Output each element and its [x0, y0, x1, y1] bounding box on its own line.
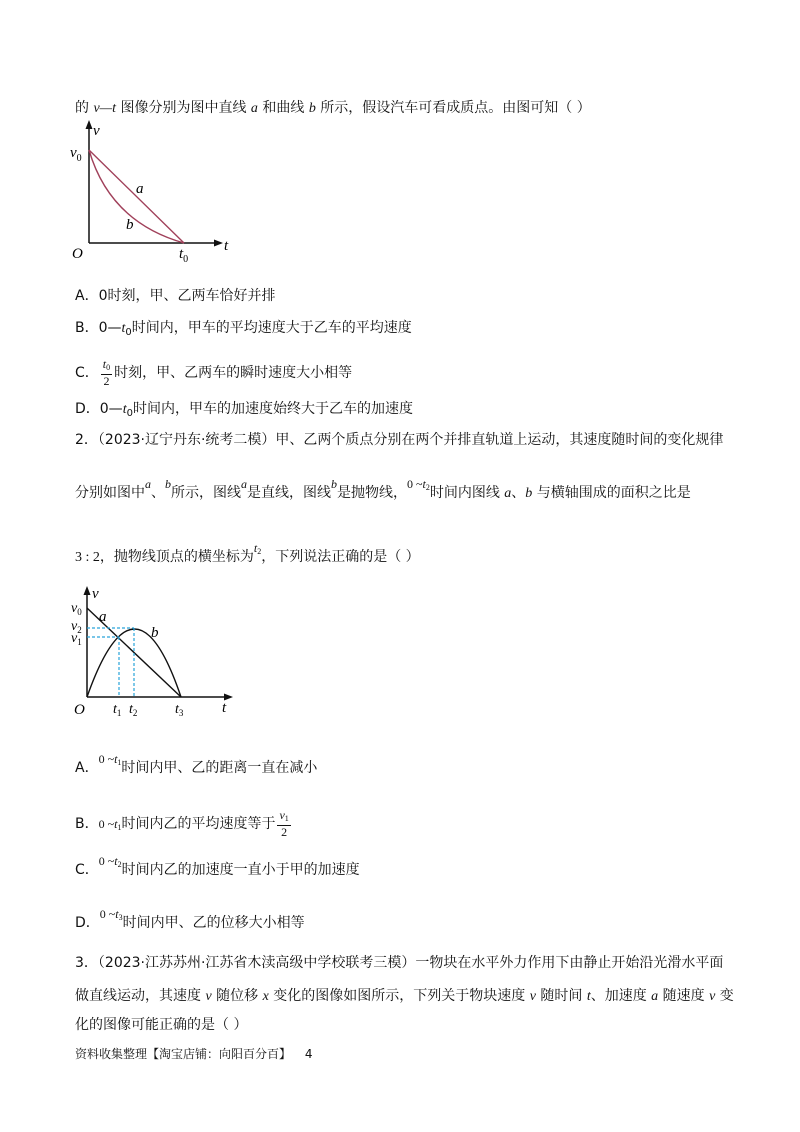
q2-l2-t6: 时间内图线: [429, 485, 505, 501]
q3-stem-line-3: [75, 1015, 247, 1035]
q1-b-prefix: B．0—: [75, 320, 122, 336]
q2-c-expr-pre: 0 ~: [98, 854, 115, 868]
q3-l2-v2: v: [529, 989, 536, 1004]
q2-l2-t3: 所示，图线: [171, 485, 241, 501]
q2-l2-t4: 是直线，图线: [247, 485, 331, 501]
q2-l2-b: b: [165, 477, 171, 491]
q1-d-prefix: D．0—: [75, 401, 123, 417]
q2-b-t: t: [114, 817, 118, 831]
q2-l2-expr: [407, 477, 430, 491]
page-number: 4: [304, 1047, 313, 1061]
q2-l2-t1: 分别如图中: [75, 485, 145, 501]
fig2-label-v1: $v_1$: [71, 631, 82, 647]
q2-d-sub: 3: [118, 913, 123, 922]
q2-d-prefix: D．: [75, 915, 100, 931]
q3-l2-t1: 做直线运动，其速度: [75, 988, 206, 1004]
q1-option-b: [75, 318, 412, 343]
q2-c-t: t: [114, 854, 118, 868]
q2-b-expr: [99, 817, 122, 831]
q3-l2-v3: v: [709, 989, 716, 1004]
intro-text-4: 所示，假设汽车可看成质点。由图可知（ ）: [315, 100, 591, 116]
q2-option-d: [75, 907, 305, 937]
q1-d-text: 时间内，甲车的加速度始终大于乙车的加速度: [132, 401, 413, 417]
q2-d-text: 时间内甲、乙的位移大小相等: [122, 915, 305, 931]
intro-text-1: 的: [75, 100, 94, 116]
fig1-y-arrow: [86, 120, 93, 129]
q2-l2-b3: b: [525, 486, 533, 501]
fig2-label-v2: $v_2$: [71, 619, 82, 635]
q2-l2-expr-pre: 0 ~: [407, 477, 423, 491]
fig1-label-a: a: [136, 181, 144, 197]
q2-a-expr: [99, 752, 122, 766]
q2-c-text: 时间内乙的加速度一直小于甲的加速度: [121, 862, 360, 878]
q2-b-sub: 1: [117, 823, 122, 832]
q2-c-expr: [99, 854, 122, 868]
q2-l2-t2: 、: [151, 485, 165, 501]
figure-2-vt-graph: [60, 578, 260, 720]
q3-l2-t2: 随位移: [211, 988, 263, 1004]
q1-c-den: 2: [103, 374, 110, 388]
q1-option-a: [75, 286, 275, 306]
q2-l2-a: a: [145, 477, 151, 491]
q2-b-prefix: B．: [75, 816, 99, 832]
q2-b-num-sub: 1: [284, 814, 289, 823]
intro-text-2: 图像分别为图中直线: [116, 100, 251, 116]
q2-ratio: 3 : 2: [75, 550, 100, 565]
q2-line1-text: 2．（2023·辽宁丹东·统考二模）甲、乙两个质点分别在两个并排直轨道上运动，其速度随时间的变化规律: [75, 432, 724, 448]
page-footer: [75, 1045, 312, 1062]
q2-l2-t7: 、: [511, 485, 526, 501]
q1-c-text: 时刻，甲、乙两车的瞬时速度大小相等: [114, 365, 353, 381]
q1-c-num-sub: 0: [106, 363, 111, 372]
q2-b-expr-pre: 0 ~: [98, 817, 115, 831]
q3-line3-text: 化的图像可能正确的是（ ）: [75, 1017, 248, 1033]
intro-vt: v—t: [93, 101, 117, 116]
q2-l3-sub: 2: [257, 547, 262, 556]
q2-d-t: t: [115, 907, 119, 921]
q2-l3-t3: ，下列说法正确的是（ ）: [261, 549, 420, 565]
q3-l2-x: x: [262, 989, 269, 1004]
q3-l2-v: v: [205, 989, 212, 1004]
intro-line: [75, 98, 591, 119]
fig2-label-t2: $t_2$: [129, 702, 138, 718]
q3-stem-line-2: [75, 986, 734, 1007]
q3-stem-line-1: [75, 953, 723, 973]
q2-b-text: 时间内乙的平均速度等于: [121, 816, 276, 832]
q2-a-t: t: [114, 752, 118, 766]
q2-c-sub: 2: [117, 860, 122, 869]
q2-option-a: [75, 752, 318, 782]
q2-stem-line-1: [75, 430, 723, 450]
q2-a-text: 时间内甲、乙的距离一直在减小: [121, 760, 318, 776]
q2-l2-expr-sub: 2: [425, 483, 430, 492]
q3-l2-a: a: [651, 989, 659, 1004]
q2-b-fraction: [277, 809, 290, 839]
q2-d-expr-pre: 0 ~: [99, 907, 116, 921]
q2-b-num: v: [279, 808, 285, 822]
fig1-label-b: b: [126, 217, 134, 233]
q2-l2-t8: 与横轴围成的面积之比是: [532, 485, 691, 501]
q1-b-text: 时间内，甲车的平均速度大于乙车的平均速度: [131, 320, 412, 336]
fig2-label-a: a: [99, 609, 107, 625]
q2-stem-line-2: [75, 477, 691, 507]
q2-l3-t2-expr: [254, 541, 261, 555]
intro-b: b: [308, 101, 316, 116]
fig1-label-origin: O: [72, 246, 83, 262]
q1-option-d: [75, 399, 413, 424]
fig2-label-v0: $v_0$: [71, 601, 82, 617]
q2-l2-b2: b: [331, 477, 337, 491]
fig1-label-t0: $t_0$: [179, 246, 189, 265]
footer-text: 资料收集整理【淘宝店铺：向阳百分百】: [75, 1047, 292, 1061]
q1-b-t: t: [121, 321, 126, 336]
q2-a-expr-pre: 0 ~: [98, 752, 115, 766]
q2-option-b: [75, 809, 293, 839]
fig1-label-v: v: [93, 123, 100, 139]
intro-a: a: [250, 101, 258, 116]
q3-l2-t: t: [586, 989, 591, 1004]
q1-d-t: t: [122, 402, 127, 417]
fig2-y-arrow: [84, 586, 91, 595]
q2-l3-t: t: [253, 541, 258, 555]
q1-option-a-text: A．0时刻，甲、乙两车恰好并排: [75, 288, 276, 304]
q1-b-sub: 0: [125, 327, 132, 338]
q2-l2-a3: a: [504, 486, 512, 501]
q1-c-num: t: [102, 357, 107, 371]
intro-text-3: 和曲线: [257, 100, 309, 116]
q2-l3-t1: ，抛物线顶点的横坐标为: [99, 549, 254, 565]
q1-d-sub: 0: [126, 408, 133, 419]
fig2-label-t: t: [222, 700, 227, 716]
q2-d-expr: [100, 907, 123, 921]
q1-c-prefix: C．: [75, 365, 99, 381]
q2-b-den: 2: [281, 825, 288, 839]
figure-1-vt-graph: [60, 118, 260, 268]
fig1-x-arrow: [214, 240, 223, 247]
q2-c-prefix: C．: [75, 862, 99, 878]
q2-l2-a2: a: [241, 477, 247, 491]
q2-l2-t5: 是抛物线，: [337, 485, 407, 501]
q2-l2-expr-t: t: [422, 477, 426, 491]
fig2-label-v: v: [92, 586, 99, 602]
q3-l2-t3: 变化的图像如图所示，下列关于物块速度: [268, 988, 530, 1004]
q2-a-prefix: A．: [75, 760, 99, 776]
q2-option-c: [75, 854, 360, 884]
q1-c-fraction: [101, 358, 112, 388]
fig1-label-t: t: [224, 238, 229, 254]
fig2-label-b: b: [151, 625, 159, 641]
q3-l2-t4: 随时间: [535, 988, 587, 1004]
q1-option-c: [75, 358, 352, 388]
q2-a-sub: 1: [117, 758, 122, 767]
fig2-label-t3: $t_3$: [175, 702, 184, 718]
q3-l2-t7: 变: [715, 988, 734, 1004]
fig2-label-origin: O: [74, 702, 85, 718]
q2-stem-line-3: [75, 541, 420, 571]
q3-l2-t5: 、加速度: [590, 988, 652, 1004]
q3-l2-t6: 随速度: [658, 988, 710, 1004]
fig1-label-v0: $v_0$: [70, 145, 82, 164]
q3-line1-text: 3．（2023·江苏苏州·江苏省木渎高级中学校联考三模）一物块在水平外力作用下由静止开始沿光滑水平面: [75, 955, 724, 971]
fig2-label-t1: $t_1$: [113, 702, 122, 718]
